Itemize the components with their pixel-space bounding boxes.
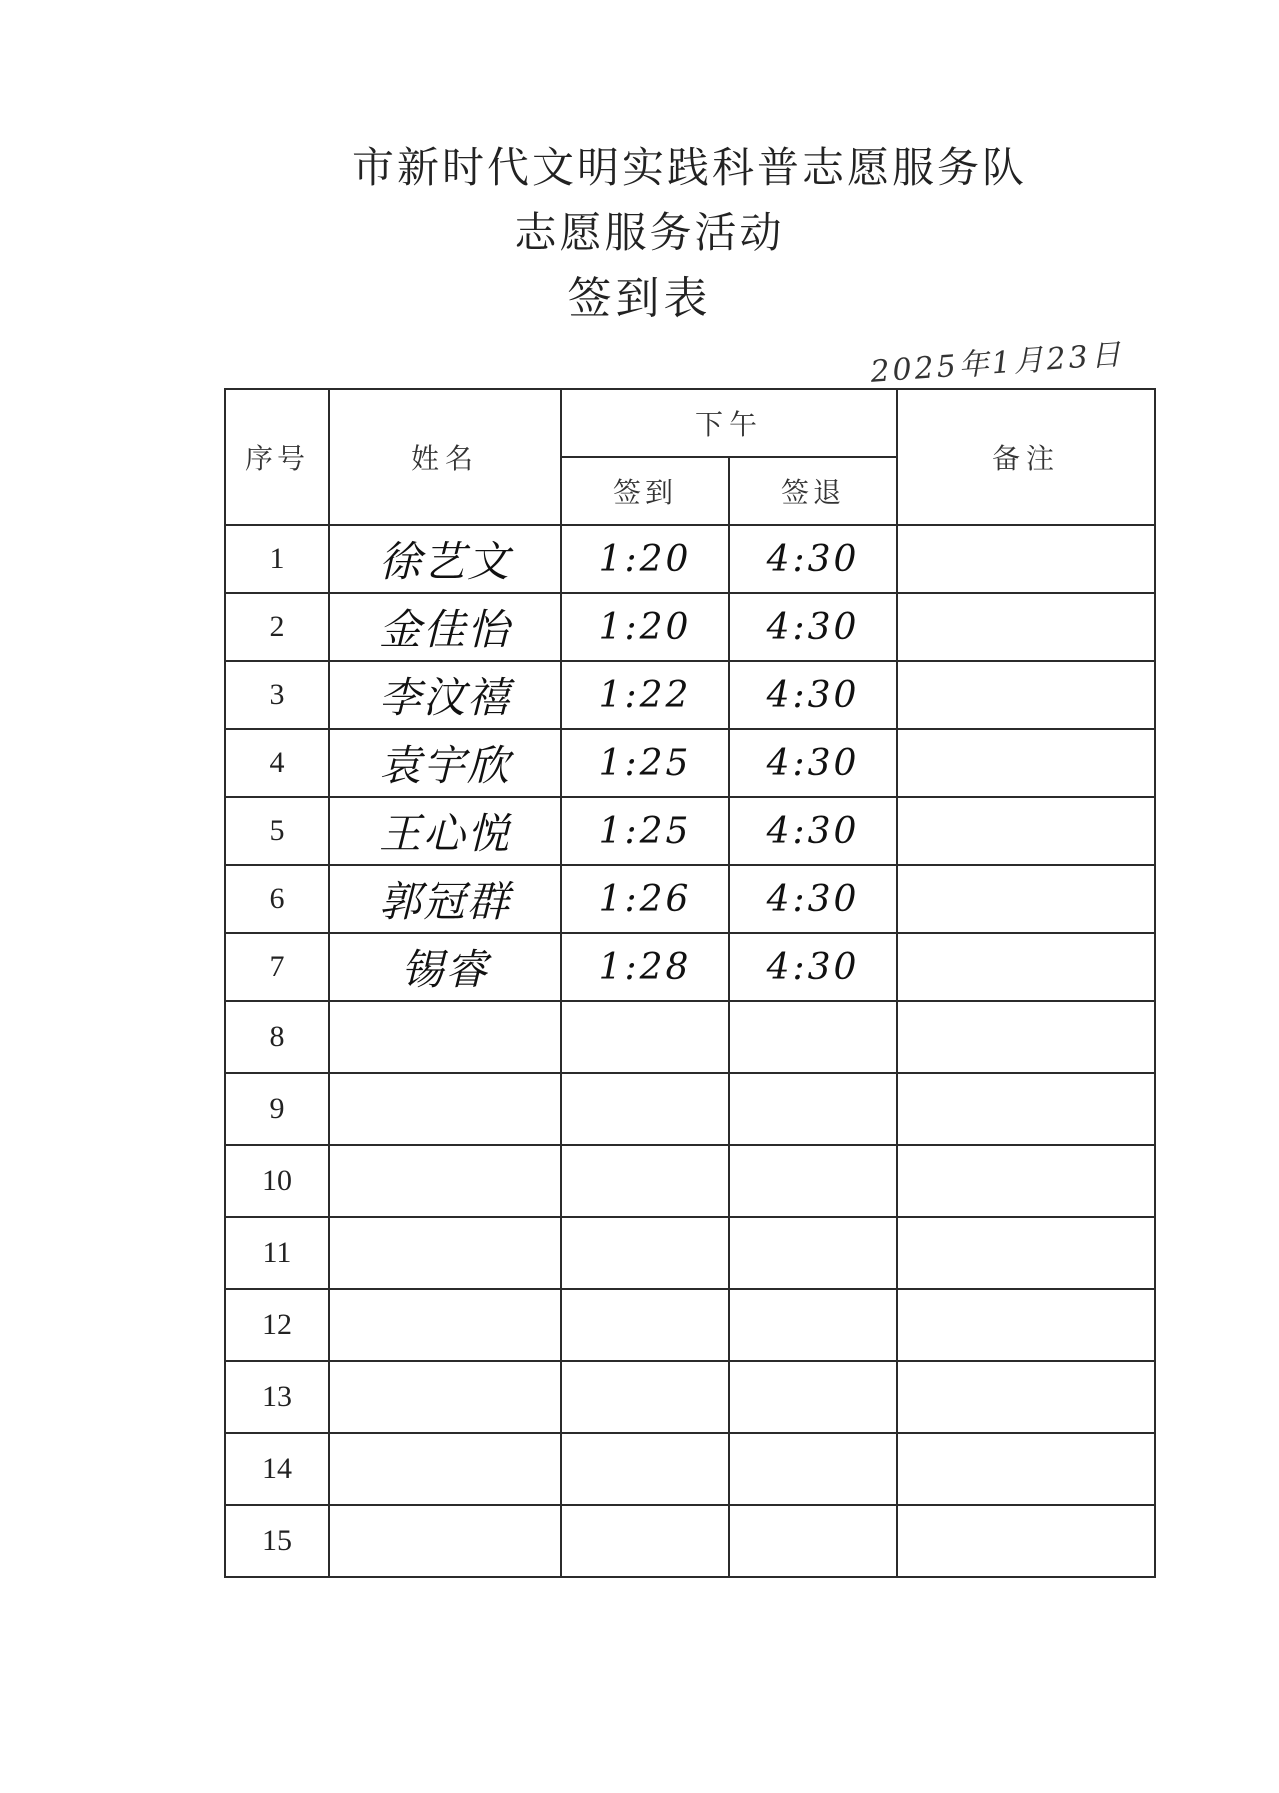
row-sign-out-cell <box>729 1001 897 1073</box>
row-index-cell: 3 <box>225 661 329 729</box>
row-remark-cell <box>897 1001 1155 1073</box>
row-remark-cell <box>897 797 1155 865</box>
row-remark-cell <box>897 1505 1155 1577</box>
row-index-cell: 4 <box>225 729 329 797</box>
row-remark-cell <box>897 525 1155 593</box>
row-remark-cell <box>897 1073 1155 1145</box>
row-sign-out-cell <box>729 1073 897 1145</box>
row-index-cell: 2 <box>225 593 329 661</box>
row-sign-in-cell <box>561 1505 729 1577</box>
row-sign-in-cell <box>561 1145 729 1217</box>
table-row <box>225 1505 1155 1577</box>
row-name-cell: 金佳怡 <box>329 593 561 661</box>
row-sign-in-cell <box>561 1217 729 1289</box>
header-session: 下午 <box>561 389 897 457</box>
header-name: 姓名 <box>329 389 561 525</box>
row-sign-out-cell <box>729 1217 897 1289</box>
row-remark-cell <box>897 1217 1155 1289</box>
row-remark-cell <box>897 1289 1155 1361</box>
row-remark-cell <box>897 865 1155 933</box>
sheet-title-line3: 签到表 <box>567 273 712 324</box>
header-sign-in: 签到 <box>561 457 729 525</box>
row-name-cell: 郭冠群 <box>329 865 561 933</box>
row-name-cell: 李汶禧 <box>329 661 561 729</box>
row-name-cell: 袁宇欣 <box>329 729 561 797</box>
sheet-title-line1: 市新时代文明实践科普志愿服务队 <box>351 143 1027 192</box>
row-sign-in-cell: 1:20 <box>561 593 729 661</box>
row-sign-out-cell: 4:30 <box>729 797 897 865</box>
row-sign-in-cell <box>561 1289 729 1361</box>
row-sign-in-cell: 1:20 <box>561 525 729 593</box>
row-name-cell: 徐艺文 <box>329 525 561 593</box>
row-name-cell <box>329 1217 561 1289</box>
row-remark-cell <box>897 661 1155 729</box>
table-row <box>225 661 1155 729</box>
table-row <box>225 593 1155 661</box>
sheet-title-line2: 志愿服务活动 <box>514 208 785 257</box>
header-sign-out: 签退 <box>729 457 897 525</box>
table-row <box>225 1073 1155 1145</box>
row-sign-in-cell <box>561 1433 729 1505</box>
row-name-cell <box>329 1001 561 1073</box>
row-sign-out-cell: 4:30 <box>729 865 897 933</box>
row-name-cell <box>329 1433 561 1505</box>
table-body <box>225 525 1155 1577</box>
row-index-cell: 5 <box>225 797 329 865</box>
row-sign-out-cell <box>729 1289 897 1361</box>
row-index-cell: 7 <box>225 933 329 1001</box>
row-index-cell: 6 <box>225 865 329 933</box>
row-sign-out-cell <box>729 1145 897 1217</box>
row-sign-in-cell <box>561 1001 729 1073</box>
row-remark-cell <box>897 1433 1155 1505</box>
row-remark-cell <box>897 1361 1155 1433</box>
row-name-cell: 王心悦 <box>329 797 561 865</box>
table-row <box>225 1217 1155 1289</box>
row-name-cell <box>329 1073 561 1145</box>
row-sign-in-cell <box>561 1073 729 1145</box>
table-row <box>225 1289 1155 1361</box>
row-sign-out-cell: 4:30 <box>729 593 897 661</box>
sheet-date: 2025年1月23日 <box>869 337 1125 390</box>
table-row <box>225 1001 1155 1073</box>
table-row <box>225 865 1155 933</box>
table-row <box>225 797 1155 865</box>
row-sign-in-cell: 1:26 <box>561 865 729 933</box>
row-sign-out-cell: 4:30 <box>729 933 897 1001</box>
table-row <box>225 933 1155 1001</box>
row-index-cell: 1 <box>225 525 329 593</box>
row-index-cell: 15 <box>225 1505 329 1577</box>
sign-in-table <box>224 388 1156 1578</box>
row-index-cell: 12 <box>225 1289 329 1361</box>
row-name-cell <box>329 1505 561 1577</box>
row-index-cell: 8 <box>225 1001 329 1073</box>
header-index: 序号 <box>225 389 329 525</box>
row-sign-in-cell <box>561 1361 729 1433</box>
row-index-cell: 11 <box>225 1217 329 1289</box>
table-row <box>225 1433 1155 1505</box>
row-name-cell: 锡睿 <box>329 933 561 1001</box>
row-remark-cell <box>897 593 1155 661</box>
row-sign-out-cell <box>729 1361 897 1433</box>
row-sign-out-cell: 4:30 <box>729 729 897 797</box>
row-name-cell <box>329 1145 561 1217</box>
row-remark-cell <box>897 729 1155 797</box>
table-row <box>225 1145 1155 1217</box>
row-sign-out-cell <box>729 1505 897 1577</box>
row-remark-cell <box>897 1145 1155 1217</box>
row-index-cell: 9 <box>225 1073 329 1145</box>
row-index-cell: 10 <box>225 1145 329 1217</box>
row-remark-cell <box>897 933 1155 1001</box>
row-name-cell <box>329 1361 561 1433</box>
row-index-cell: 13 <box>225 1361 329 1433</box>
table-row <box>225 729 1155 797</box>
row-sign-in-cell: 1:25 <box>561 729 729 797</box>
table-row <box>225 1361 1155 1433</box>
row-name-cell <box>329 1289 561 1361</box>
row-sign-out-cell: 4:30 <box>729 525 897 593</box>
row-sign-out-cell: 4:30 <box>729 661 897 729</box>
header-remarks: 备注 <box>897 389 1155 525</box>
row-index-cell: 14 <box>225 1433 329 1505</box>
row-sign-in-cell: 1:28 <box>561 933 729 1001</box>
row-sign-in-cell: 1:25 <box>561 797 729 865</box>
row-sign-in-cell: 1:22 <box>561 661 729 729</box>
table-row <box>225 525 1155 593</box>
row-sign-out-cell <box>729 1433 897 1505</box>
